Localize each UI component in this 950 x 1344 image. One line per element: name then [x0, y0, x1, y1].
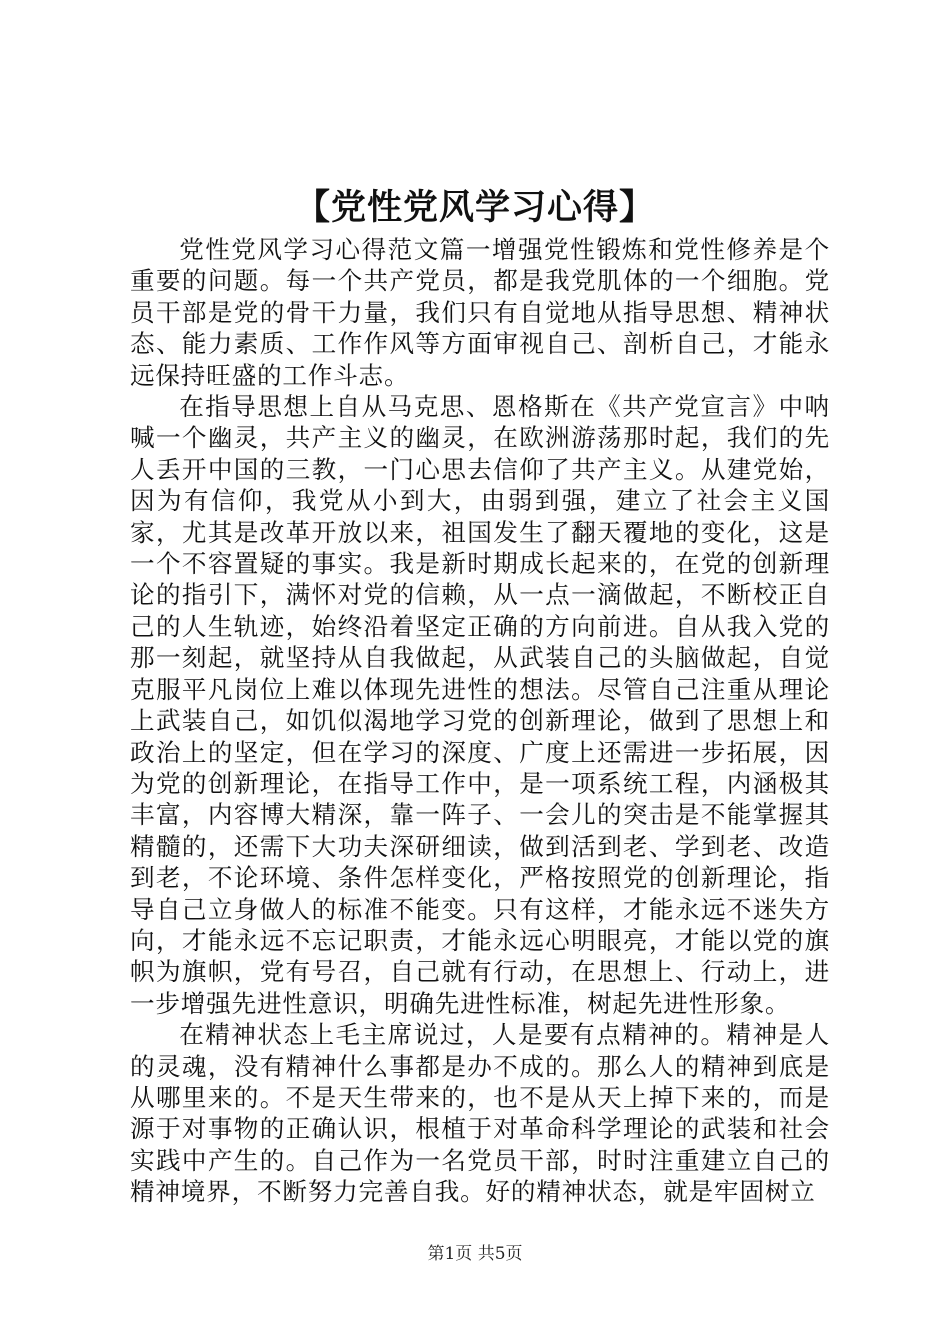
paragraph: 党性党风学习心得范文篇一增强党性锻炼和党性修养是个重要的问题。每一个共产党员，都是我党肌体的一个细胞。党员干部是党的骨干力量，我们只有自觉地从指导思想、精神状态、能力素质、工作作风等方面审视自己、剖析自己，才能永远保持旺盛的工作斗志。	[130, 235, 830, 390]
page-number-footer: 第1页 共5页	[427, 1244, 523, 1264]
document-title: 【党性党风学习心得】	[294, 187, 655, 228]
paragraph: 在精神状态上毛主席说过，人是要有点精神的。精神是人的灵魂，没有精神什么事都是办不成的。那么人的精神到底是从哪里来的。不是天生带来的，也不是从天上掉下来的，而是源于对事物的正确认识，根植于对革命科学理论的武装和社会实践中产生的。自己作为一名党员干部，时时注重建立自己的精神境界，不断努力完善自我。好的精神状态，就是牢固树立	[130, 1020, 830, 1207]
document-body	[130, 234, 830, 1208]
paragraph: 在指导思想上自从马克思、恩格斯在《共产党宣言》中呐喊一个幽灵，共产主义的幽灵，在欧洲游荡那时起，我们的先人丢开中国的三教，一门心思去信仰了共产主义。从建党始，因为有信仰，我党从小到大，由弱到强，建立了社会主义国家，尤其是改革开放以来，祖国发生了翻天覆地的变化，这是一个不容置疑的事实。我是新时期成长起来的，在党的创新理论的指引下，满怀对党的信赖，从一点一滴做起，不断校正自己的人生轨迹，始终沿着坚定正确的方向前进。自从我入党的那一刻起，就坚持从自我做起，从武装自己的头脑做起，自觉克服平凡岗位上难以体现先进性的想法。尽管自己注重从理论上武装自己，如饥似渴地学习党的创新理论，做到了思想上和政治上的坚定，但在学习的深度、广度上还需进一步拓展，因为党的创新理论，在指导工作中，是一项系统工程，内涵极其丰富，内容博大精深，靠一阵子、一会儿的突击是不能掌握其精髓的，还需下大功夫深研细读，做到活到老、学到老、改造到老，不论环境、条件怎样变化，严格按照党的创新理论，指导自己立身做人的标准不能变。只有这样，才能永远不迷失方向，才能永远不忘记职责，才能永远心明眼亮，才能以党的旗帜为旗帜，党有号召，自己就有行动，在思想上、行动上，进一步增强先进性意识，明确先进性标准，树起先进性形象。	[130, 392, 830, 1018]
